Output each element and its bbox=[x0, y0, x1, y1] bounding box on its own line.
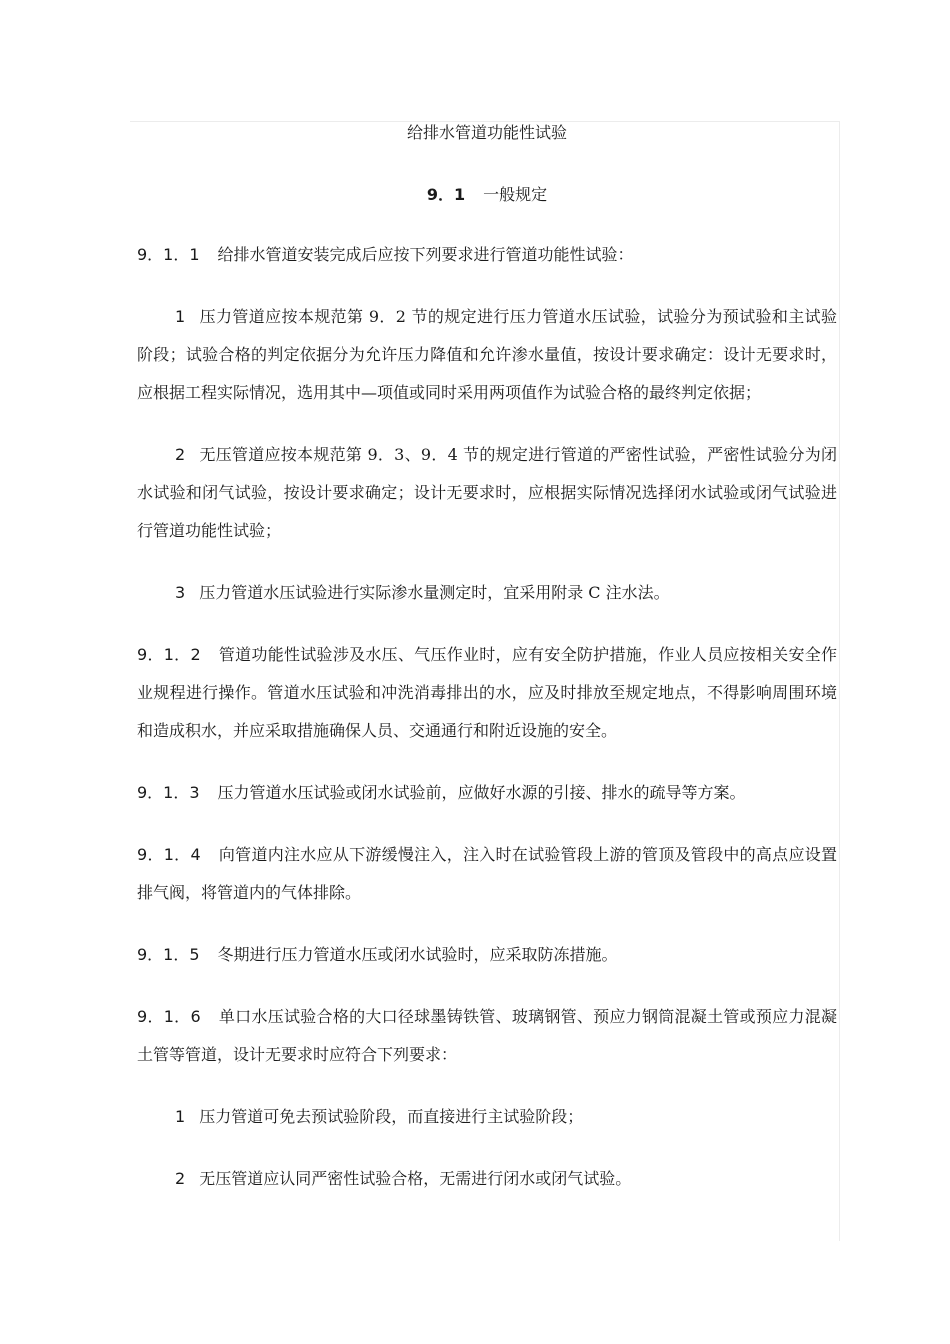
section-title: 一般规定 bbox=[483, 185, 548, 204]
clause-text: 管道功能性试验涉及水压、气压作业时，应有安全防护措施，作业人员应按相关安全作业规程进行操作。管道水压试验和冲洗消毒排出的水，应及时排放至规定地点，不得影响周围环境和造成积水，并应采取措施确保人员、交通通行和附近设施的安全。 bbox=[137, 645, 837, 740]
clause-number: 9．1．3 bbox=[137, 783, 200, 802]
clause-number: 9．1．2 bbox=[137, 645, 201, 664]
clause-number: 9．1．1 bbox=[137, 245, 200, 264]
clause-9-1-1-item-1 bbox=[137, 298, 837, 412]
clause-9-1-1-item-2 bbox=[137, 436, 837, 550]
clause-9-1-4 bbox=[137, 836, 837, 912]
document-title: 给排水管道功能性试验 bbox=[406, 123, 567, 142]
clause-9-1-1 bbox=[137, 236, 837, 274]
clause-9-1-6-item-2 bbox=[137, 1160, 837, 1198]
section-number: 9．1 bbox=[426, 185, 466, 204]
clause-9-1-3 bbox=[137, 774, 837, 812]
clause-text: 单口水压试验合格的大口径球墨铸铁管、玻璃钢管、预应力钢筒混凝土管或预应力混凝土管等管道，设计无要求时应符合下列要求： bbox=[137, 1007, 837, 1064]
section-heading bbox=[137, 180, 837, 210]
item-text: 压力管道应按本规范第 9．2 节的规定进行压力管道水压试验，试验分为预试验和主试验阶段；试验合格的判定依据分为允许压力降值和允许渗水量值，按设计要求确定：设计无要求时，应根据工程实际情况，选用其中—项值或同时采用两项值作为试验合格的最终判定依据； bbox=[137, 307, 837, 402]
clause-9-1-5 bbox=[137, 936, 837, 974]
item-text: 压力管道水压试验进行实际渗水量测定时，宜采用附录 C 注水法。 bbox=[199, 583, 670, 602]
clause-number: 9．1．6 bbox=[137, 1007, 201, 1026]
item-text: 无压管道应按本规范第 9．3、9．4 节的规定进行管道的严密性试验，严密性试验分为闭水试验和闭气试验，按设计要求确定；设计无要求时，应根据实际情况选择闭水试验或闭气试验进行管道功能性试验； bbox=[137, 445, 837, 540]
clause-9-1-2 bbox=[137, 636, 837, 750]
clause-text: 向管道内注水应从下游缓慢注入，注入时在试验管段上游的管顶及管段中的高点应设置排气阀，将管道内的气体排除。 bbox=[137, 845, 837, 902]
clause-text: 冬期进行压力管道水压或闭水试验时，应采取防冻措施。 bbox=[217, 945, 618, 964]
document-body bbox=[137, 118, 837, 1198]
item-number: 2 bbox=[175, 1169, 186, 1188]
clause-9-1-6-item-1 bbox=[137, 1098, 837, 1136]
clause-9-1-6 bbox=[137, 998, 837, 1074]
item-number: 3 bbox=[175, 583, 186, 602]
item-text: 无压管道应认同严密性试验合格，无需进行闭水或闭气试验。 bbox=[199, 1169, 632, 1188]
item-number: 2 bbox=[175, 445, 186, 464]
clause-text: 给排水管道安装完成后应按下列要求进行管道功能性试验： bbox=[217, 245, 634, 264]
item-number: 1 bbox=[175, 1107, 186, 1126]
clause-text: 压力管道水压试验或闭水试验前，应做好水源的引接、排水的疏导等方案。 bbox=[217, 783, 746, 802]
clause-9-1-1-item-3 bbox=[137, 574, 837, 612]
item-text: 压力管道可免去预试验阶段，而直接进行主试验阶段； bbox=[199, 1107, 584, 1126]
clause-number: 9．1．4 bbox=[137, 845, 201, 864]
page-border-right bbox=[839, 121, 840, 1241]
clause-number: 9．1．5 bbox=[137, 945, 200, 964]
item-number: 1 bbox=[175, 307, 186, 326]
